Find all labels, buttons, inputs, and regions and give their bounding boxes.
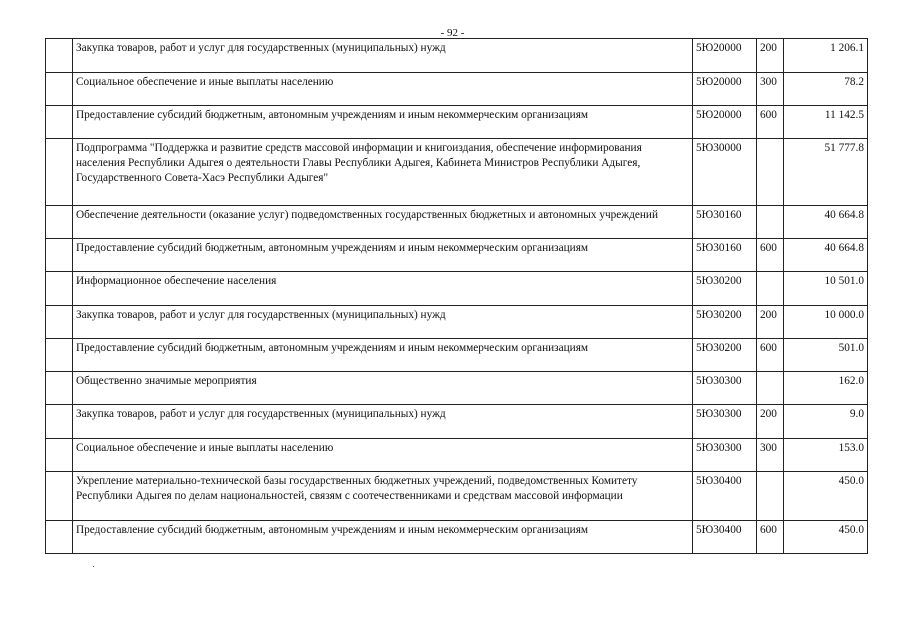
amount-cell: 78.2 (784, 73, 868, 106)
item-name-cell: Предоставление субсидий бюджетным, автономным учреждениям и иным некоммерческим организациям (73, 239, 693, 272)
target-code-cell: 5Ю30160 (693, 206, 757, 239)
row-number-cell (46, 239, 73, 272)
target-code-cell: 5Ю30300 (693, 405, 757, 439)
item-name-cell: Подпрограмма "Поддержка и развитие средств массовой информации и книгоиздания, обеспечение информирования населения Республики Адыгея о деятельности Главы Республики Адыгея, Кабинета Министров Республики Адыгея, Государственного Совета-Хасэ Республики Адыгея" (73, 139, 693, 206)
item-name-cell: Социальное обеспечение и иные выплаты населению (73, 73, 693, 106)
item-name-cell: Укрепление материально-технической базы государственных бюджетных учреждений, подведомственных Комитету Республики Адыгея по делам национальностей, связям с соотечественниками и средствам массовой информации (73, 472, 693, 521)
amount-cell: 162.0 (784, 372, 868, 405)
target-code-cell: 5Ю30300 (693, 439, 757, 472)
target-code-cell: 5Ю30300 (693, 372, 757, 405)
expense-type-cell (757, 206, 784, 239)
expense-type-cell: 600 (757, 521, 784, 554)
table-row (46, 521, 868, 554)
expense-type-cell: 600 (757, 106, 784, 139)
target-code-cell: 5Ю30400 (693, 521, 757, 554)
amount-cell: 450.0 (784, 521, 868, 554)
item-name-cell: Обеспечение деятельности (оказание услуг) подведомственных государственных бюджетных и автономных учреждений (73, 206, 693, 239)
row-number-cell (46, 106, 73, 139)
expense-type-cell (757, 139, 784, 206)
table-row (46, 106, 868, 139)
amount-cell: 51 777.8 (784, 139, 868, 206)
amount-cell: 450.0 (784, 472, 868, 521)
amount-cell: 40 664.8 (784, 206, 868, 239)
amount-cell: 10 000.0 (784, 306, 868, 339)
amount-cell: 9.0 (784, 405, 868, 439)
table-row (46, 472, 868, 521)
item-name-cell: Социальное обеспечение и иные выплаты населению (73, 439, 693, 472)
expense-type-cell: 200 (757, 306, 784, 339)
item-name-cell: Закупка товаров, работ и услуг для государственных (муниципальных) нужд (73, 306, 693, 339)
budget-table (45, 38, 868, 554)
row-number-cell (46, 39, 73, 73)
row-number-cell (46, 206, 73, 239)
table-row (46, 206, 868, 239)
expense-type-cell (757, 472, 784, 521)
row-number-cell (46, 372, 73, 405)
table-row (46, 339, 868, 372)
target-code-cell: 5Ю30160 (693, 239, 757, 272)
table-row (46, 239, 868, 272)
item-name-cell: Закупка товаров, работ и услуг для государственных (муниципальных) нужд (73, 405, 693, 439)
amount-cell: 40 664.8 (784, 239, 868, 272)
expense-type-cell: 600 (757, 239, 784, 272)
table-row (46, 272, 868, 306)
row-number-cell (46, 306, 73, 339)
amount-cell: 10 501.0 (784, 272, 868, 306)
item-name-cell: Информационное обеспечение населения (73, 272, 693, 306)
target-code-cell: 5Ю30200 (693, 272, 757, 306)
amount-cell: 153.0 (784, 439, 868, 472)
amount-cell: 501.0 (784, 339, 868, 372)
expense-type-cell: 200 (757, 39, 784, 73)
target-code-cell: 5Ю30200 (693, 306, 757, 339)
table-row (46, 39, 868, 73)
target-code-cell: 5Ю20000 (693, 73, 757, 106)
item-name-cell: Предоставление субсидий бюджетным, автономным учреждениям и иным некоммерческим организациям (73, 106, 693, 139)
row-number-cell (46, 139, 73, 206)
expense-type-cell: 300 (757, 73, 784, 106)
expense-type-cell: 200 (757, 405, 784, 439)
budget-table-body (46, 39, 868, 554)
expense-type-cell (757, 272, 784, 306)
table-row (46, 439, 868, 472)
row-number-cell (46, 272, 73, 306)
item-name-cell: Предоставление субсидий бюджетным, автономным учреждениям и иным некоммерческим организациям (73, 521, 693, 554)
table-row (46, 139, 868, 206)
target-code-cell: 5Ю30200 (693, 339, 757, 372)
target-code-cell: 5Ю20000 (693, 39, 757, 73)
target-code-cell: 5Ю30000 (693, 139, 757, 206)
expense-type-cell: 600 (757, 339, 784, 372)
item-name-cell: Общественно значимые мероприятия (73, 372, 693, 405)
row-number-cell (46, 73, 73, 106)
table-row (46, 405, 868, 439)
amount-cell: 11 142.5 (784, 106, 868, 139)
row-number-cell (46, 439, 73, 472)
table-row (46, 306, 868, 339)
row-number-cell (46, 405, 73, 439)
table-row (46, 73, 868, 106)
row-number-cell (46, 472, 73, 521)
expense-type-cell (757, 372, 784, 405)
item-name-cell: Предоставление субсидий бюджетным, автономным учреждениям и иным некоммерческим организациям (73, 339, 693, 372)
target-code-cell: 5Ю30400 (693, 472, 757, 521)
table-row (46, 372, 868, 405)
target-code-cell: 5Ю20000 (693, 106, 757, 139)
expense-type-cell: 300 (757, 439, 784, 472)
amount-cell: 1 206.1 (784, 39, 868, 73)
page-number: - 92 - (440, 27, 465, 39)
row-number-cell (46, 339, 73, 372)
item-name-cell: Закупка товаров, работ и услуг для государственных (муниципальных) нужд (73, 39, 693, 73)
row-number-cell (46, 521, 73, 554)
scan-speck (93, 566, 94, 567)
